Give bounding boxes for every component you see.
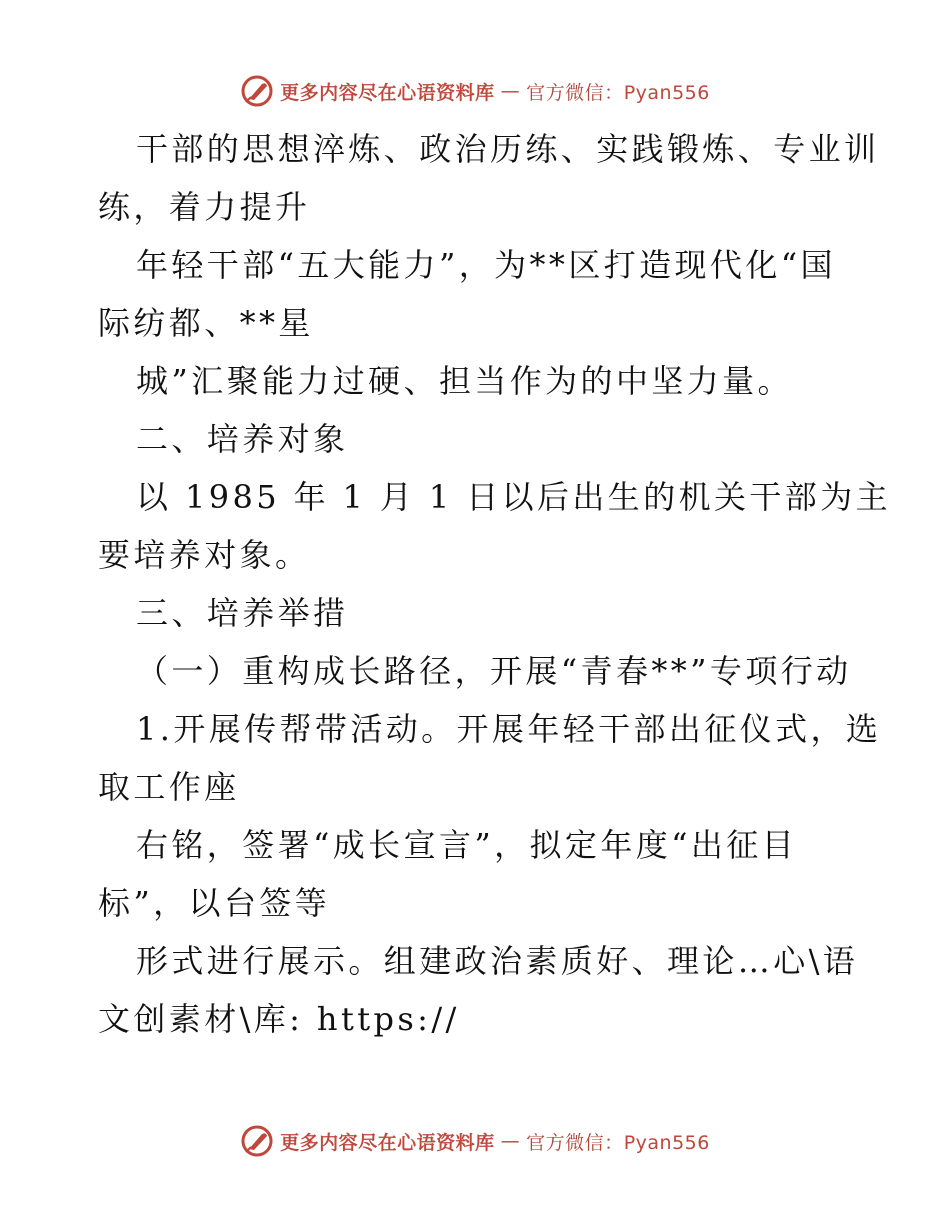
paragraph-line: 要培养对象。 (98, 536, 311, 574)
paragraph-line: 文创素材\库: https:// (98, 1000, 460, 1038)
paragraph-line: 右铭，签署“成长宣言”，拟定年度“出征目 (136, 826, 798, 864)
watermark-contact (526, 78, 710, 105)
paragraph-line: 干部的思想淬炼、政治历练、实践锻炼、专业训 (136, 130, 880, 168)
watermark-contact-label: 官方微信： (526, 81, 624, 104)
paragraph-line: 形式进行展示。组建政治素质好、理论…心\语 (136, 942, 859, 980)
document-body (98, 120, 891, 1048)
paragraph-line: 练，着力提升 (98, 188, 311, 226)
paragraph-line: 年轻干部“五大能力”，为**区打造现代化“国 (136, 246, 836, 284)
paragraph-line: 标”，以台签等 (98, 884, 331, 922)
watermark-separator: — (500, 1130, 521, 1152)
paragraph-line: 际纺都、**星 (98, 304, 314, 342)
paragraph-line: 取工作座 (98, 768, 240, 806)
watermark-contact-id: Pyan556 (623, 81, 710, 104)
paragraph-line: 以 1985 年 1 月 1 日以后出生的机关干部为主 (136, 478, 891, 516)
quill-logo-icon (240, 74, 274, 108)
section-heading: 三、培养举措 (136, 594, 349, 632)
watermark-separator: — (500, 80, 521, 102)
watermark-contact-id: Pyan556 (623, 1131, 710, 1154)
subsection-heading: （一）重构成长路径，开展“青春**”专项行动 (136, 652, 852, 690)
header-watermark (0, 74, 950, 108)
section-heading: 二、培养对象 (136, 420, 349, 458)
quill-logo-icon (240, 1124, 274, 1158)
watermark-main-text: 更多内容尽在心语资料库 (280, 81, 495, 104)
paragraph-line: 城”汇聚能力过硬、担当作为的中坚力量。 (136, 362, 793, 400)
paragraph-line: 1.开展传帮带活动。开展年轻干部出征仪式，选 (136, 710, 882, 748)
watermark-contact-label: 官方微信： (526, 1131, 624, 1154)
watermark-contact (526, 1128, 710, 1155)
footer-watermark (0, 1124, 950, 1158)
watermark-main-text: 更多内容尽在心语资料库 (280, 1131, 495, 1154)
